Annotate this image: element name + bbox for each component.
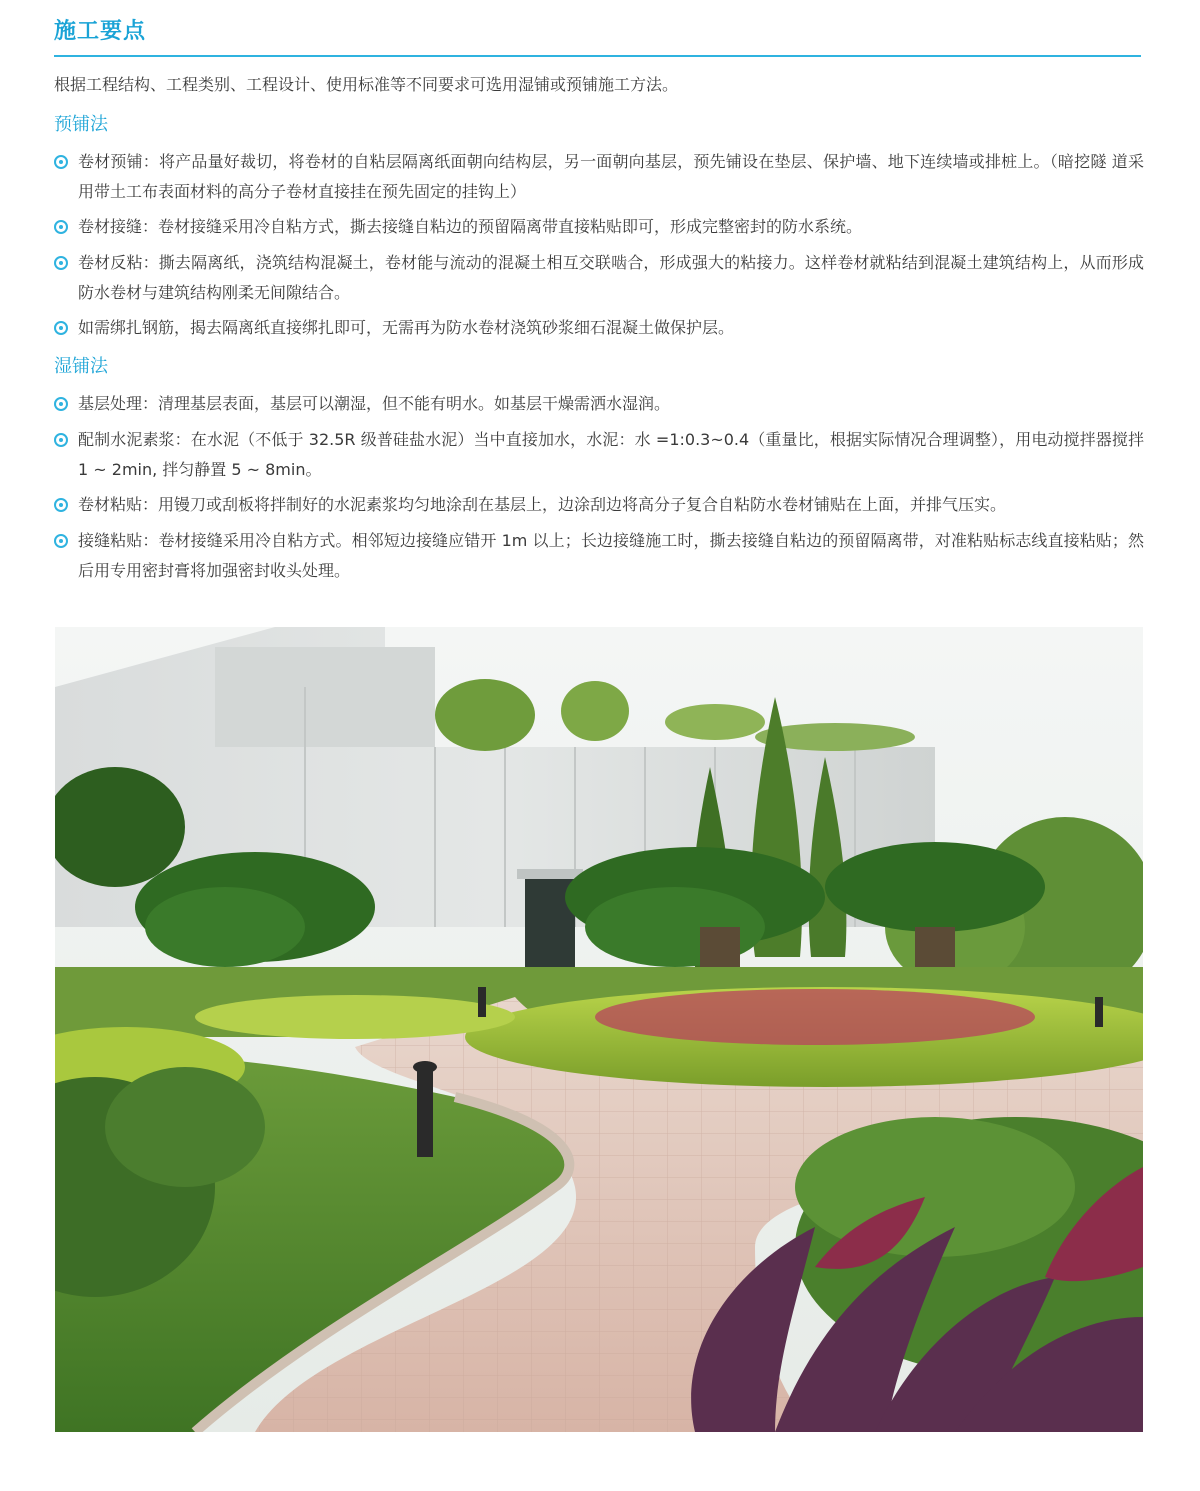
list-item-text: 卷材粘贴：用镘刀或刮板将拌制好的水泥素浆均匀地涂刮在基层上，边涂刮边将高分子复合自粘防水卷材铺贴在上面，并排气压实。: [78, 495, 1007, 514]
list-item-text: 接缝粘贴：卷材接缝采用冷自粘方式。相邻短边接缝应错开 1m 以上；长边接缝施工时，撕去接缝自粘边的预留隔离带，对准粘贴标志线直接粘贴；然后用专用密封膏将加强密封收头处理。: [78, 531, 1144, 580]
circle-bullet-icon: [54, 256, 68, 270]
list-item: [54, 425, 1144, 485]
list-item: [54, 147, 1144, 207]
list-item-text: 卷材接缝：卷材接缝采用冷自粘方式，撕去接缝自粘边的预留隔离带直接粘贴即可，形成完整密封的防水系统。: [78, 217, 863, 236]
rooftop-garden-photo: [55, 627, 1143, 1432]
circle-bullet-icon: [54, 220, 68, 234]
list-item: [54, 389, 1144, 419]
list-item: [54, 248, 1144, 308]
circle-bullet-icon: [54, 433, 68, 447]
circle-bullet-icon: [54, 321, 68, 335]
circle-bullet-icon: [54, 498, 68, 512]
list-item: [54, 490, 1144, 520]
page-title: 施工要点: [54, 19, 147, 44]
list-item-text: 基层处理：清理基层表面，基层可以潮湿，但不能有明水。如基层干燥需洒水湿润。: [78, 394, 671, 413]
circle-bullet-icon: [54, 397, 68, 411]
intro-paragraph: 根据工程结构、工程类别、工程设计、使用标准等不同要求可选用湿铺或预铺施工方法。: [54, 75, 679, 94]
list-item-text: 卷材预铺：将产品量好裁切，将卷材的自粘层隔离纸面朝向结构层，另一面朝向基层，预先铺设在垫层、保护墙、地下连续墙或排桩上。（暗挖隧 道采用带土工布表面材料的高分子卷材直接挂在预先固定的挂钩上）: [78, 152, 1144, 201]
list-item: [54, 212, 1144, 242]
list-item-text: 如需绑扎钢筋，揭去隔离纸直接绑扎即可，无需再为防水卷材浇筑砂浆细石混凝土做保护层。: [78, 318, 735, 337]
list-item-text: 卷材反粘：撕去隔离纸，浇筑结构混凝土，卷材能与流动的混凝土相互交联啮合，形成强大的粘接力。这样卷材就粘结到混凝土建筑结构上，从而形成防水卷材与建筑结构刚柔无间隙结合。: [78, 253, 1144, 302]
list-item: [54, 313, 1144, 343]
circle-bullet-icon: [54, 155, 68, 169]
list-item: [54, 526, 1144, 586]
section-heading-wetlaid: 湿铺法: [54, 356, 108, 377]
title-divider: [54, 55, 1141, 57]
section-heading-prelaid: 预铺法: [54, 114, 108, 135]
list-item-text: 配制水泥素浆：在水泥（不低于 32.5R 级普硅盐水泥）当中直接加水，水泥：水 =1:0.3~0.4（重量比，根据实际情况合理调整），用电动搅拌器搅拌 1 ~ 2min, 拌匀静置 5 ~ 8min。: [78, 430, 1144, 479]
circle-bullet-icon: [54, 534, 68, 548]
